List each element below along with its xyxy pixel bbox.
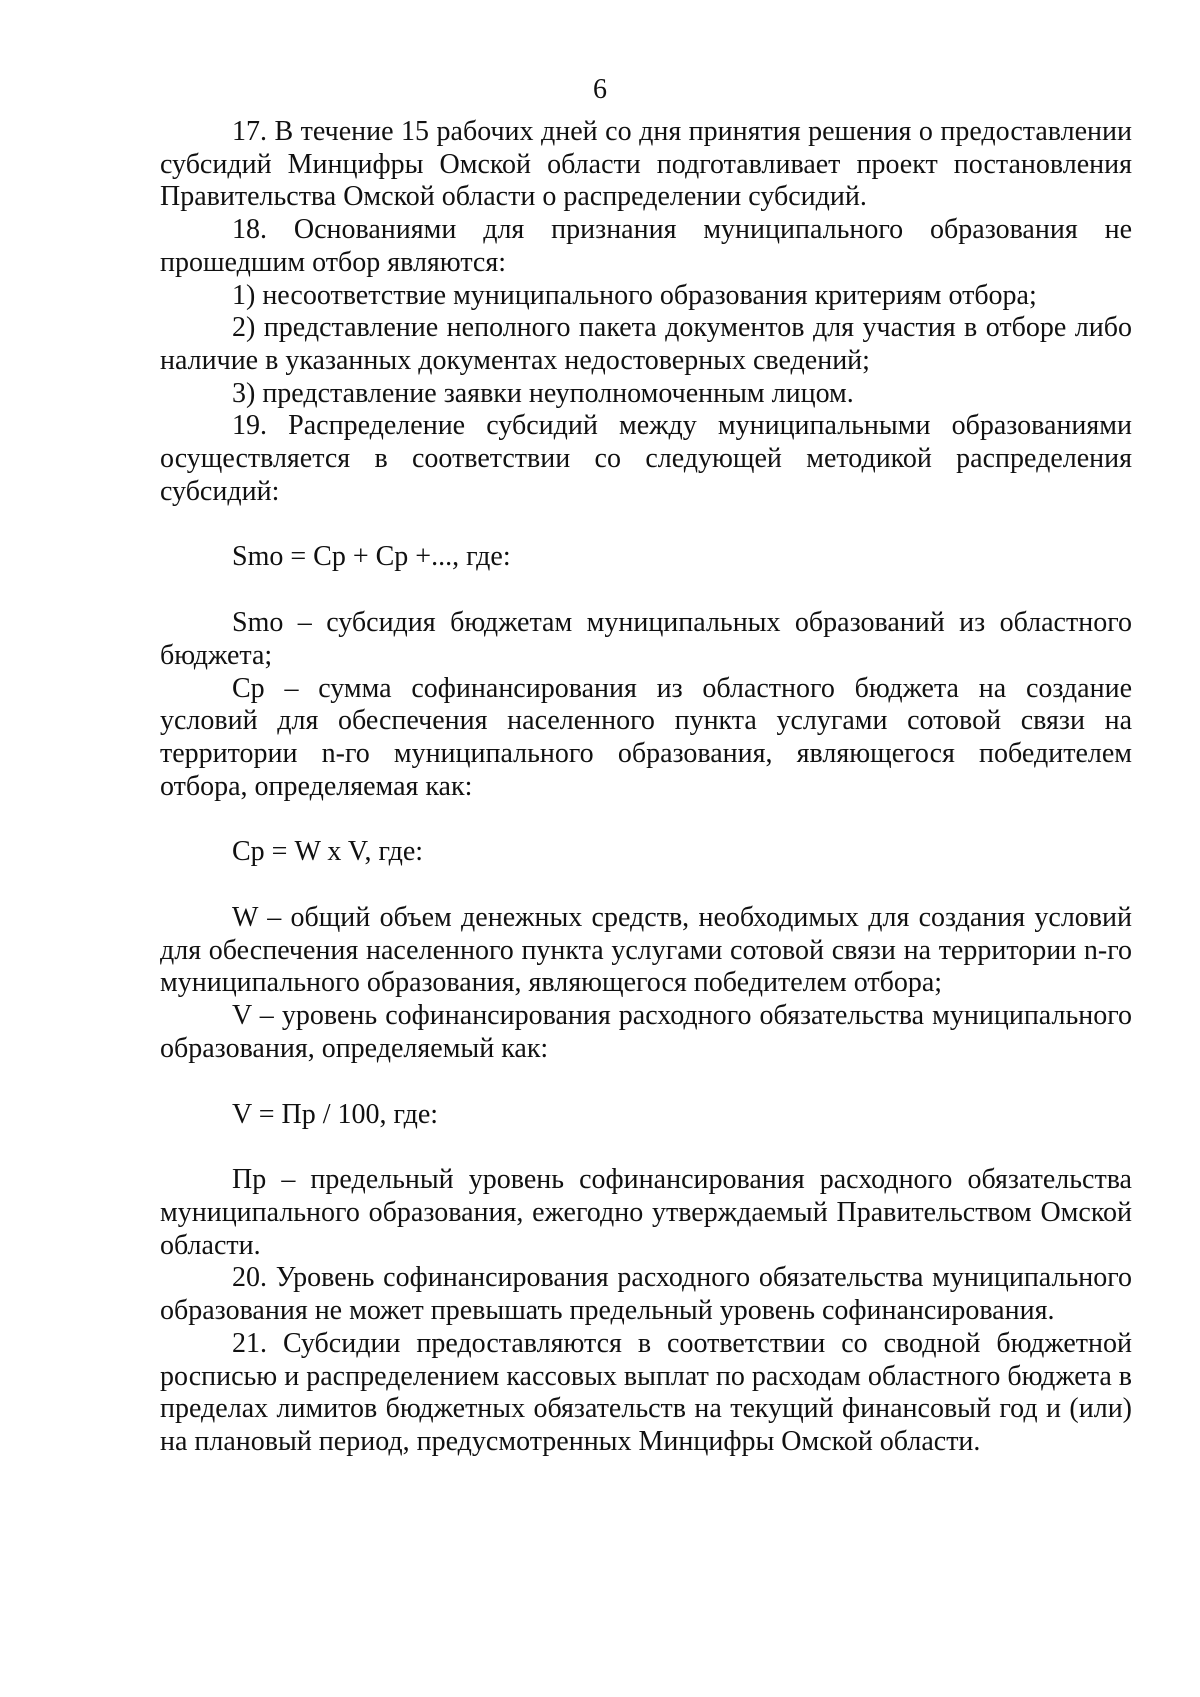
paragraph-18: 18. Основаниями для признания муниципального образования не прошедшим отбор являются: (160, 214, 1132, 278)
paragraph-19: 19. Распределение субсидий между муниципальными образованиями осуществляется в соответствии со следующей методикой распределения субсидий: (160, 410, 1132, 507)
paragraph-21: 21. Субсидии предоставляются в соответствии со сводной бюджетной росписью и распределением кассовых выплат по расходам областного бюджета в пределах лимитов бюджетных обязательств на текущий финансовый год и (или) на плановый период, предусмотренных Минцифры Омской области. (160, 1327, 1132, 1457)
paragraph-20: 20. Уровень софинансирования расходного обязательства муниципального образования не может превышать предельный уровень софинансирования. (160, 1262, 1132, 1327)
list-item-2: 2) представление неполного пакета документов для участия в отборе либо наличие в указанных документах недостоверных сведений; (160, 312, 1132, 376)
formula-smo: Smo = Ср + Ср +..., где: (232, 541, 511, 573)
page-number: 6 (593, 74, 607, 105)
definition-smo: Smo – субсидия бюджетам муниципальных образований из областного бюджета; (160, 607, 1132, 671)
definition-cp: Ср – сумма софинансирования из областного бюджета на создание условий для обеспечения населенного пункта услугами сотовой связи на территории n-го муниципального образования, являющегося победителем отбора, определяемая как: (160, 672, 1132, 802)
list-item-3: 3) представление заявки неуполномоченным лицом. (232, 377, 854, 409)
list-item-1: 1) несоответствие муниципального образования критериям отбора; (232, 279, 1037, 311)
document-body (160, 116, 1132, 1459)
paragraph-17: 17. В течение 15 рабочих дней со дня принятия решения о предоставлении субсидий Минцифры Омской области подготавливает проект постановления Правительства Омской области о распределении субсидий. (160, 116, 1132, 213)
formula-v: V = Пр / 100, где: (232, 1098, 439, 1130)
definition-pr: Пр – предельный уровень софинансирования расходного обязательства муниципального образования, ежегодно утверждаемый Правительством Омской области. (160, 1164, 1132, 1261)
definition-w: W – общий объем денежных средств, необходимых для создания условий для обеспечения населенного пункта услугами сотовой связи на территории n-го муниципального образования, являющегося победителем отбора; (160, 902, 1132, 999)
definition-v: V – уровень софинансирования расходного обязательства муниципального образования, определяемый как: (160, 1000, 1132, 1064)
formula-cp: Ср = W x V, где: (232, 836, 424, 868)
